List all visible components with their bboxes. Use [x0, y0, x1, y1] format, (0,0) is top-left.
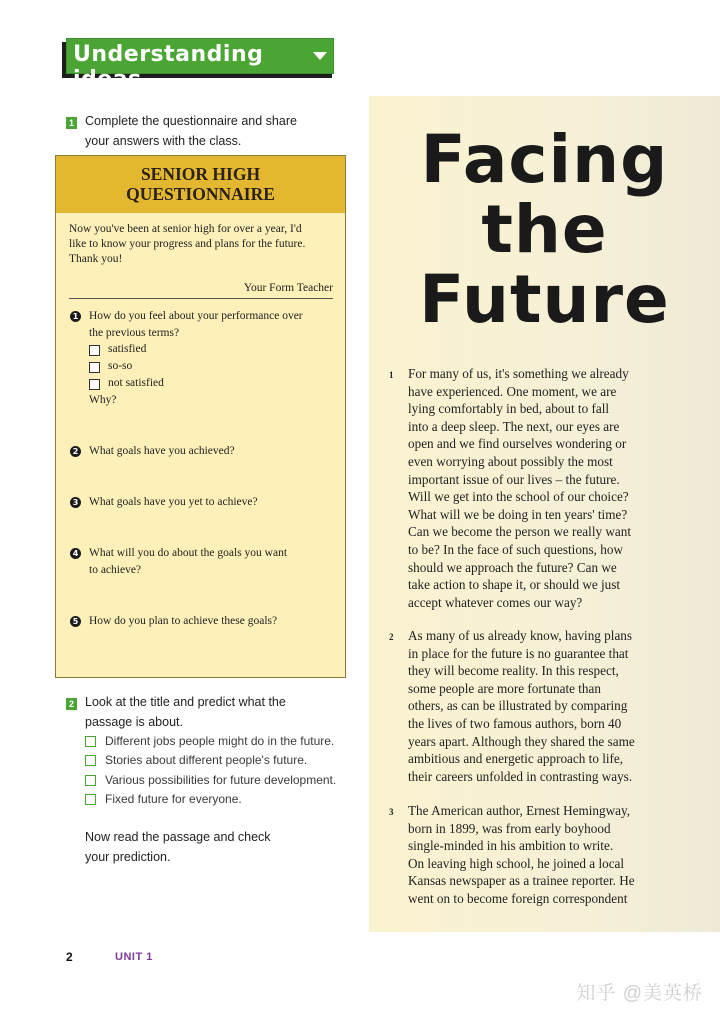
question-line: to achieve?	[89, 564, 142, 576]
task-1-instruction	[85, 112, 297, 151]
divider	[69, 298, 333, 299]
intro-line: Thank you!	[69, 253, 123, 265]
reading-panel	[369, 96, 720, 932]
option-satisfied-label: satisfied	[108, 343, 147, 355]
para-line: some people are more fortunate than	[408, 680, 601, 696]
task-1-line: Complete the questionnaire and share	[85, 114, 297, 128]
paragraph-1	[408, 365, 708, 611]
questionnaire-header	[56, 156, 345, 213]
paragraph-number: 2	[389, 632, 394, 642]
question-4-text	[89, 545, 287, 579]
chevron-down-icon	[313, 52, 327, 60]
para-line: should we approach the future? Can we	[408, 559, 617, 575]
question-1-why: Why?	[89, 394, 117, 406]
task-2-followup	[85, 828, 271, 867]
para-line: What will we be doing in ten years' time?	[408, 506, 628, 522]
option-not-satisfied-label: not satisfied	[108, 377, 164, 389]
para-line: accept whatever comes our way?	[408, 594, 583, 610]
para-line: years apart. Although they shared the same	[408, 733, 635, 749]
paragraph-3	[408, 802, 708, 908]
question-2-text: What goals have you achieved?	[89, 445, 235, 457]
question-line: the previous terms?	[89, 327, 180, 339]
questionnaire-intro	[69, 222, 334, 267]
para-line: others, as can be illustrated by comparing	[408, 698, 628, 714]
para-line: Can we become the person we really want	[408, 524, 632, 540]
prediction-checkbox[interactable]	[85, 736, 96, 747]
para-line: important issue of our lives – the future.	[408, 471, 620, 487]
question-2-number: 2	[70, 446, 81, 457]
prediction-option: Stories about different people's future.	[105, 753, 308, 767]
prediction-option: Different jobs people might do in the future.	[105, 734, 335, 748]
para-line: went on to become foreign correspondent	[408, 890, 628, 906]
unit-label: UNIT 1	[115, 951, 153, 963]
section-header-title: Understanding ideas	[73, 42, 264, 92]
para-line: even worrying about possibly the most	[408, 453, 613, 469]
para-line: As many of us already know, having plans	[408, 628, 633, 643]
para-line: into a deep sleep. The next, our eyes are	[408, 418, 620, 434]
prediction-checkbox[interactable]	[85, 794, 96, 805]
article-title-line: Future	[419, 261, 670, 338]
article-title-line: the	[481, 191, 608, 268]
question-4-number: 4	[70, 548, 81, 559]
para-line: take action to shape it, or should we just	[408, 577, 621, 593]
watermark: 知乎 @美英桥	[576, 983, 703, 1004]
para-line: For many of us, it's something we already	[408, 366, 629, 381]
question-1-text	[89, 308, 303, 342]
question-3-number: 3	[70, 497, 81, 508]
followup-line: your prediction.	[85, 849, 171, 864]
task-2-line: Look at the title and predict what the	[85, 695, 286, 709]
followup-line: Now read the passage and check	[85, 830, 271, 844]
task-1-line: your answers with the class.	[85, 133, 242, 148]
intro-line: like to know your progress and plans for the future.	[69, 238, 306, 250]
article-title-line: Facing	[420, 121, 669, 198]
question-5-number: 5	[70, 616, 81, 627]
para-line: Will we get into the school of our choice?	[408, 489, 629, 505]
para-line: The American author, Ernest Hemingway,	[408, 803, 630, 818]
checkbox-satisfied[interactable]	[89, 345, 100, 356]
task-1-number: 1	[66, 117, 77, 129]
section-header	[66, 38, 334, 92]
questionnaire-title-line: QUESTIONNAIRE	[126, 184, 275, 204]
para-line: their careers unfolded in contrasting ways.	[408, 768, 633, 784]
task-2-instruction	[85, 693, 286, 732]
para-line: they will become reality. In this respect,	[408, 663, 619, 679]
para-line: the lives of two famous authors, born 40	[408, 715, 622, 731]
task-2-line: passage is about.	[85, 714, 183, 729]
prediction-checkbox[interactable]	[85, 755, 96, 766]
paragraph-2	[408, 627, 708, 785]
question-1-number: 1	[70, 311, 81, 322]
task-2-number: 2	[66, 698, 77, 710]
para-line: have experienced. One moment, we are	[408, 383, 617, 399]
para-line: Kansas newspaper as a trainee reporter. He	[408, 873, 635, 889]
questionnaire-signature: Your Form Teacher	[243, 282, 333, 294]
question-3-text: What goals have you yet to achieve?	[89, 496, 258, 508]
question-line: How do you feel about your performance over	[89, 310, 303, 322]
page-number: 2	[66, 950, 73, 964]
prediction-option: Fixed future for everyone.	[105, 792, 242, 806]
prediction-checkbox[interactable]	[85, 775, 96, 786]
para-line: On leaving high school, he joined a local	[408, 855, 625, 871]
para-line: lying comfortably in bed, about to fall	[408, 401, 610, 417]
questionnaire-card	[55, 155, 346, 678]
para-line: in place for the future is no guarantee that	[408, 645, 629, 661]
para-line: single-minded in his ambition to write.	[408, 838, 614, 854]
paragraph-number: 1	[389, 370, 394, 380]
prediction-option: Various possibilities for future development.	[105, 773, 337, 787]
questionnaire-title-line: SENIOR HIGH	[140, 164, 261, 184]
para-line: to be? In the face of such questions, how	[408, 541, 623, 557]
para-line: ambitious and energetic approach to life,	[408, 751, 624, 767]
para-line: born in 1899, was from early boyhood	[408, 820, 611, 836]
para-line: open and we find ourselves wondering or	[408, 436, 627, 452]
intro-line: Now you've been at senior high for over a year, I'd	[69, 223, 302, 235]
question-line: What will you do about the goals you want	[89, 547, 288, 559]
checkbox-not-satisfied[interactable]	[89, 379, 100, 390]
paragraph-number: 3	[389, 807, 394, 817]
question-5-text: How do you plan to achieve these goals?	[89, 615, 278, 627]
checkbox-so-so[interactable]	[89, 362, 100, 373]
option-so-so-label: so-so	[108, 360, 133, 372]
